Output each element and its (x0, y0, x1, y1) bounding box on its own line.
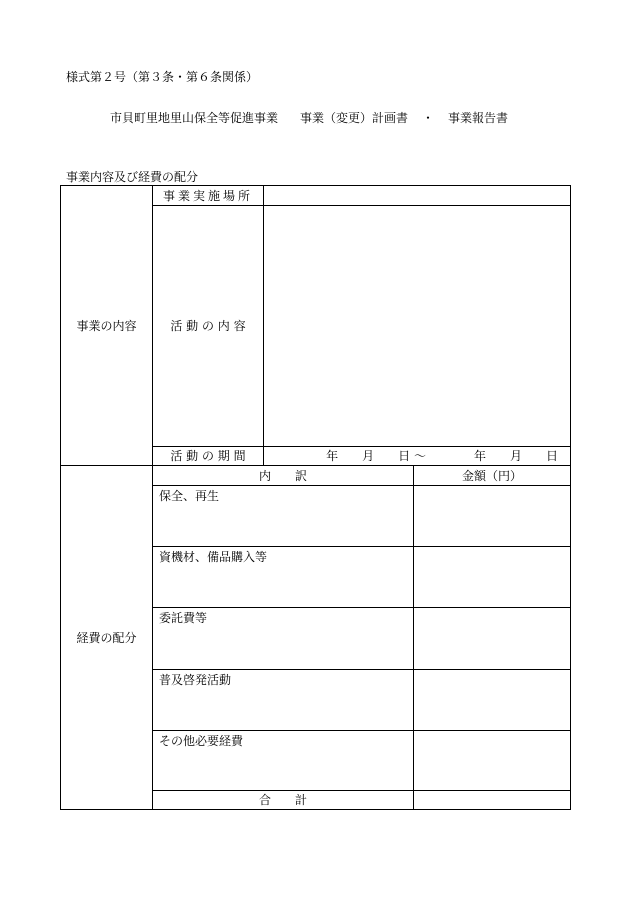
expense-item-amount[interactable] (414, 670, 571, 731)
expense-item-label: その他必要経費 (153, 731, 414, 791)
expense-item-amount[interactable] (414, 486, 571, 547)
location-row (61, 186, 571, 206)
expense-item-label: 資機材、備品購入等 (153, 547, 414, 608)
period-label: 活 動 の 期 間 (153, 447, 264, 466)
expense-header-row (61, 466, 571, 486)
expense-item-amount[interactable] (414, 731, 571, 791)
location-field[interactable] (264, 186, 571, 206)
section-title: 事業内容及び経費の配分 (66, 170, 199, 184)
total-amount[interactable] (414, 791, 571, 810)
form-number: 様式第２号（第３条・第６条関係） (66, 70, 259, 84)
plan-table (60, 185, 571, 810)
period-text: 年 月 日 ～ 年 月 日 (326, 449, 558, 463)
period-field[interactable] (264, 447, 571, 466)
expense-item-label: 委託費等 (153, 608, 414, 670)
title-program-name: 市貝町里地里山保全等促進事業 (110, 111, 279, 125)
expense-section-label: 経費の配分 (61, 466, 153, 810)
title-report: 事業報告書 (448, 111, 509, 125)
expense-item-amount[interactable] (414, 547, 571, 608)
document-title (110, 109, 508, 126)
content-section-label: 事業の内容 (61, 186, 153, 466)
activity-field[interactable] (264, 206, 571, 447)
amount-header: 金額（円） (414, 466, 571, 486)
expense-item-label: 保全、再生 (153, 486, 414, 547)
total-label: 合 計 (153, 791, 414, 810)
activity-label: 活 動 の 内 容 (153, 206, 264, 447)
expense-item-label: 普及啓発活動 (153, 670, 414, 731)
location-label: 事業実施場所 (153, 186, 264, 206)
breakdown-header: 内 訳 (153, 466, 414, 486)
expense-item-amount[interactable] (414, 608, 571, 670)
title-plan: 事業（変更）計画書 (300, 111, 409, 125)
title-separator: ・ (422, 111, 435, 125)
